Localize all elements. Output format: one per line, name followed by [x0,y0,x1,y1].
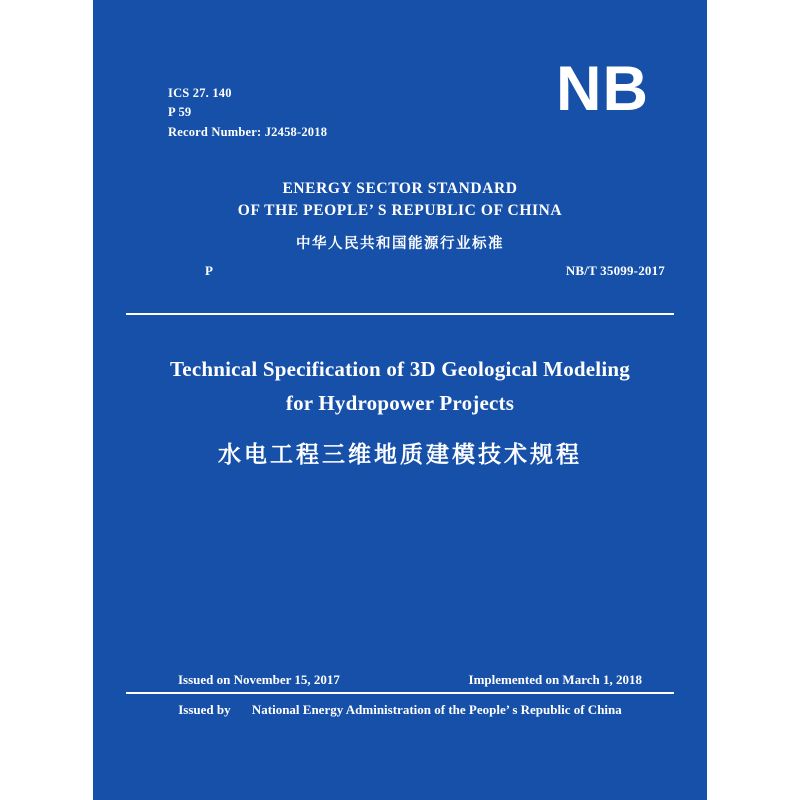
category-code: P [205,263,213,278]
record-number: Record Number: J2458-2018 [168,124,328,139]
divider-bottom [126,692,674,694]
nb-logo: NB [556,54,649,124]
issuer-name: National Energy Administration of the People’ s Republic of China [251,702,622,717]
main-title-cn: 水电工程三维地质建模技术规程 [218,442,582,468]
standard-title-cn: 中华人民共和国能源行业标准 [296,235,504,252]
divider-top [126,313,674,315]
main-title-block [133,352,667,469]
standard-title-en-line1: ENERGY SECTOR STANDARD [282,180,518,197]
standard-title-block [93,178,707,253]
header-identifiers [168,84,327,142]
main-title-en-line2: for Hydropower Projects [285,391,515,416]
dates-row [126,672,674,688]
standard-title-en-line2: OF THE PEOPLE’ S REPUBLIC OF CHINA [237,202,563,220]
standard-cover [93,0,707,800]
classification-code: P 59 [168,105,192,120]
standard-number: NB/T 35099-2017 [565,263,665,278]
code-row [111,263,687,279]
implemented-date: Implemented on March 1, 2018 [468,672,642,687]
issued-by-label: Issued by [178,702,231,717]
issuer-row [93,702,707,718]
issued-date: Issued on November 15, 2017 [178,672,340,687]
main-title-en-line1: Technical Specification of 3D Geological Modeling [170,357,630,381]
ics-code: ICS 27. 140 [168,86,232,100]
